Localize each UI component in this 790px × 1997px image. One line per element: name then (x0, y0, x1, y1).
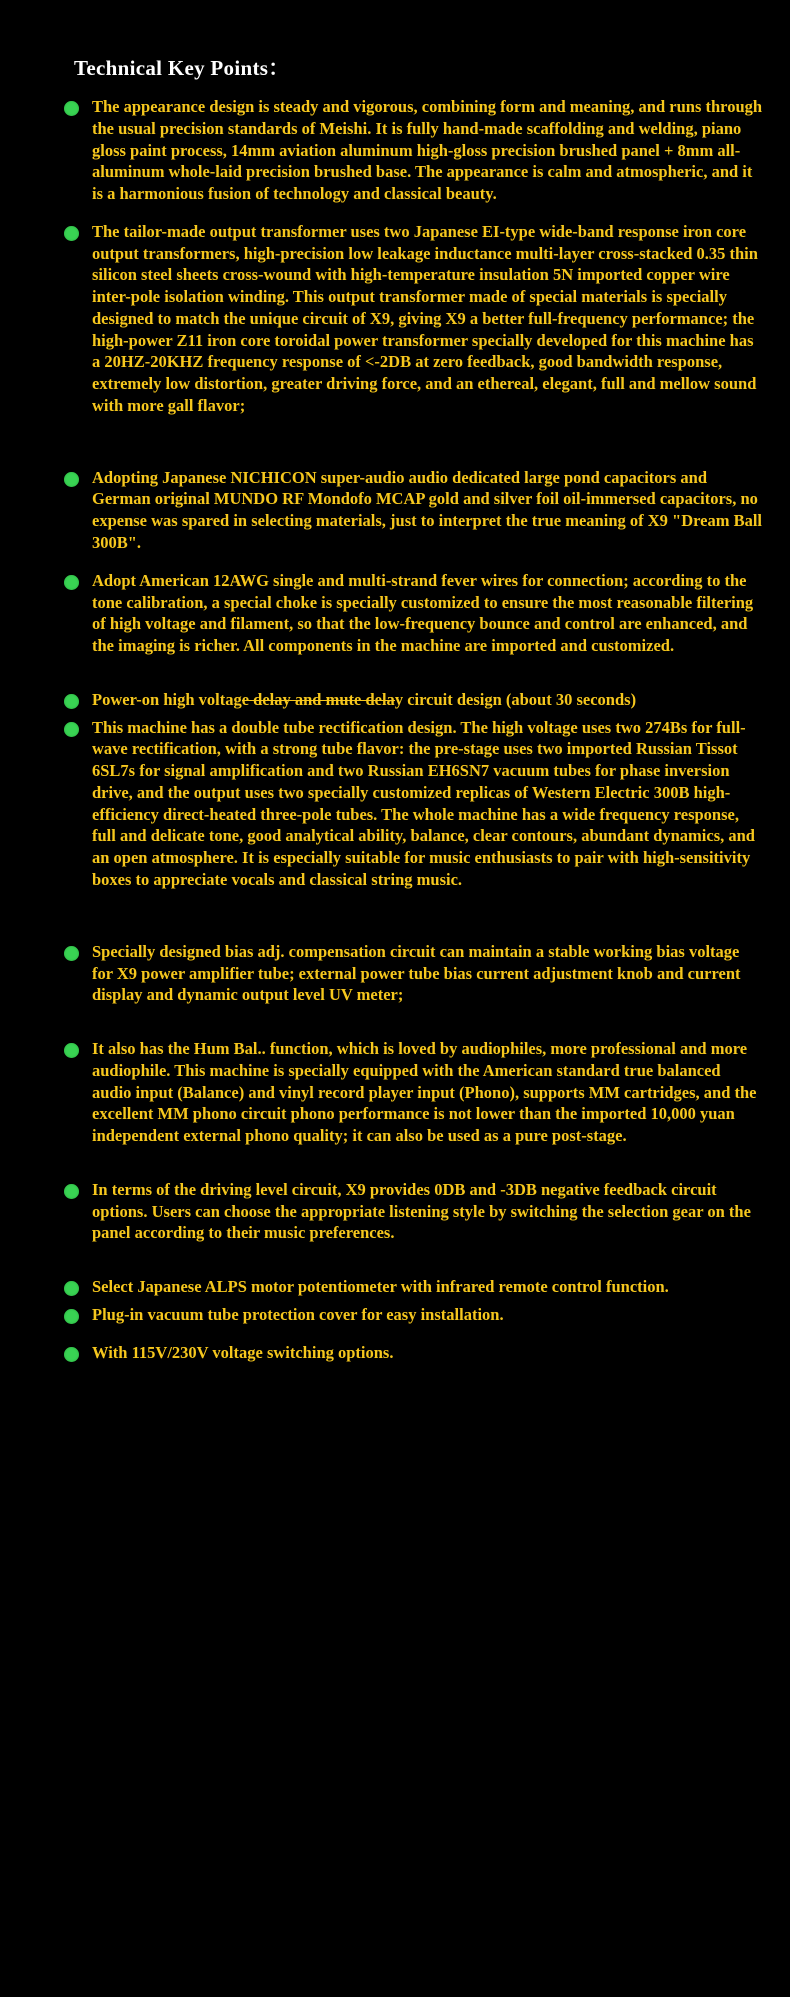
bullet-dot-icon (64, 722, 79, 737)
list-item-text: Adopting Japanese NICHICON super-audio audio dedicated large pond capacitors and German original MUNDO RF Mondofo MCAP gold and silver foil oil-immersed capacitors, no expense was spared in selecting materials, just to interpret the true meaning of X9 "Dream Ball 300B". (92, 467, 762, 553)
page-title: Technical Key Points： (74, 56, 290, 80)
list-item (64, 717, 764, 891)
bullet-dot-icon (64, 575, 79, 590)
list-item (64, 570, 764, 657)
list-item (64, 941, 764, 1006)
list-item-text: In terms of the driving level circuit, X9 provides 0DB and -3DB negative feedback circuit options. Users can choose the appropriate listening style by switching the selection gear on the panel according to their music preferences. (92, 1179, 751, 1243)
list-item (64, 1276, 764, 1298)
list-item (64, 467, 764, 554)
spacer (64, 211, 764, 221)
bullet-dot-icon (64, 472, 79, 487)
list-item (64, 1342, 764, 1364)
list-item-text: Plug-in vacuum tube protection cover for easy installation. (92, 1304, 504, 1324)
list-item (64, 1179, 764, 1244)
list-item-text: Specially designed bias adj. compensation circuit can maintain a stable working bias voltage for X9 power amplifier tube; external power tube bias current adjustment knob and current display and dynamic output level UV meter; (92, 941, 741, 1005)
list-item-text: This machine has a double tube rectification design. The high voltage uses two 274Bs for full-wave rectification, with a strong tube flavor: the pre-stage uses two imported Russian Tissot 6SL7s for signal amplification and two Russian EH6SN7 vacuum tubes for phase inversion drive, and the output uses two specially customized replicas of Western Electric 300B high-efficiency direct-heated three-pole tubes. The whole machine has a wide frequency response, full and delicate tone, good analytical ability, balance, clear contours, abundant dynamics, and an open atmosphere. It is especially suitable for music enthusiasts to pair with high-sensitivity boxes to appreciate vocals and classical string music. (92, 717, 755, 889)
spacer (64, 1012, 764, 1038)
struck-text: e delay and mute dela (241, 689, 395, 709)
list-item (64, 689, 764, 711)
bullet-dot-icon (64, 101, 79, 116)
technical-key-points-list (64, 96, 764, 1363)
list-item (64, 1304, 764, 1326)
list-item-text: The appearance design is steady and vigorous, combining form and meaning, and runs through the usual precision standards of Meishi. It is fully hand-made scaffolding and welding, piano gloss paint process, 14mm aviation aluminum high-gloss precision brushed panel + 8mm all-aluminum whole-laid precision brushed base. The appearance is calm and atmospheric, and it is a harmonious fusion of technology and classical beauty. (92, 97, 763, 204)
list-item-text: Adopt American 12AWG single and multi-strand fever wires for connection; according to the tone calibration, a special choke is specially customized to ensure the most reasonable filtering of high voltage and filament, so that the low-frequency bounce and control are enhanced, and the imaging is richer. All components in the machine are imported and customized. (92, 570, 754, 656)
spacer (64, 1153, 764, 1179)
bullet-dot-icon (64, 694, 79, 709)
text-after-strike: y circuit design (about 30 seconds) (394, 689, 637, 709)
list-item (64, 221, 764, 417)
spacer (64, 663, 764, 689)
list-item-text: Select Japanese ALPS motor potentiometer with infrared remote control function. (92, 1277, 669, 1297)
spacer (64, 560, 764, 570)
list-item (64, 96, 764, 205)
bullet-dot-icon (64, 1281, 79, 1296)
list-item-text: The tailor-made output transformer uses two Japanese EI-type wide-band response iron core output transformers, high-precision low leakage inductance multi-layer cross-stacked 0.35 thin silicon steel sheets cross-wound with high-temperature insulation 5N imported copper wire inter-pole isolation winding. This output transformer made of special materials is specially designed to match the unique circuit of X9, giving X9 a better full-frequency performance; the high-power Z11 iron core toroidal power transformer specially developed for this machine has a 20HZ-20KHZ frequency response of <-2DB at zero feedback, good bandwidth response, extremely low distortion, greater driving force, and an ethereal, elegant, full and mellow sound with more gall flavor; (92, 221, 758, 415)
spacer (64, 423, 764, 467)
list-item-text (92, 689, 764, 711)
list-item-text: It also has the Hum Bal.. function, which is loved by audiophiles, more professional and more audiophile. This machine is specially equipped with the American standard true balanced audio input (Balance) and vinyl record player input (Phono), supports MM cartridges, and the excellent MM phono circuit phono performance is not lower than the imported 10,000 yuan independent external phono quality; it can also be used as a pure post-stage. (92, 1039, 757, 1146)
bullet-dot-icon (64, 1184, 79, 1199)
spacer (64, 897, 764, 941)
bullet-dot-icon (64, 226, 79, 241)
list-item-text: With 115V/230V voltage switching options. (92, 1342, 394, 1362)
bullet-dot-icon (64, 1043, 79, 1058)
text-before-strike: Power-on high voltag (92, 689, 242, 709)
spacer (64, 1332, 764, 1342)
bullet-dot-icon (64, 1347, 79, 1362)
list-item (64, 1038, 764, 1147)
bullet-dot-icon (64, 946, 79, 961)
bullet-dot-icon (64, 1309, 79, 1324)
spacer (64, 1250, 764, 1276)
